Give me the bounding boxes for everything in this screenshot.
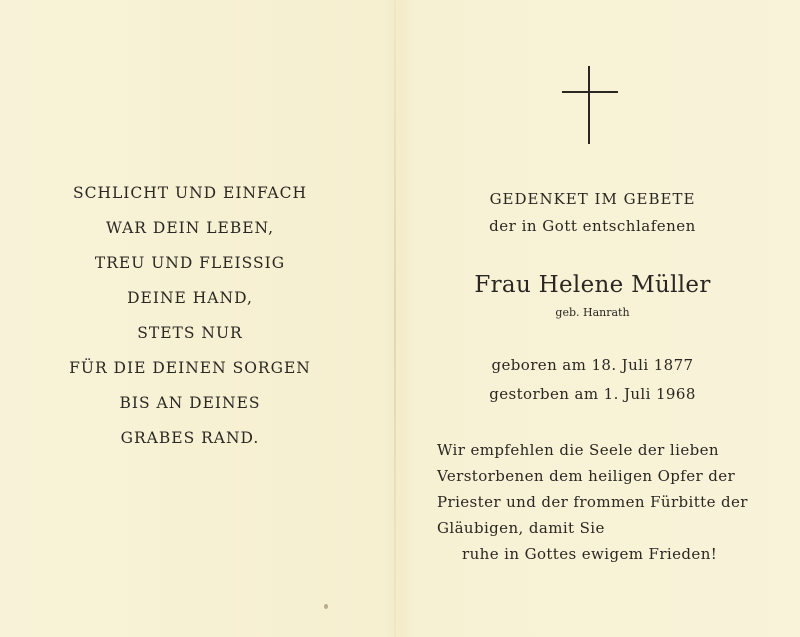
paper-mark [324,604,328,609]
prayer-line: Priester und der frommen Fürbitte der [437,493,748,511]
memorial-panel [420,0,765,637]
deceased-name: Frau Helene Müller [474,272,711,298]
poem-line: BIS AN DEINES [119,394,261,412]
prayer-line: Wir empfehlen die Seele der lieben [437,441,719,459]
prayer-line: Gläubigen, damit Sie [437,519,605,537]
poem-line: STETS NUR [137,324,243,342]
birth-date: geboren am 18. Juli 1877 [491,356,694,374]
card-fold [394,0,396,637]
prayer-line: ruhe in Gottes ewigem Frieden! [462,545,718,563]
prayer-text [437,437,767,567]
latin-cross-icon [562,66,618,144]
poem-line: FÜR DIE DEINEN SORGEN [69,359,311,377]
poem-line: DEINE HAND, [127,289,253,307]
poem-line: GRABES RAND. [120,429,260,447]
poem-panel [40,176,340,456]
memorial-subheading: der in Gott entschlafenen [489,217,696,235]
death-date: gestorben am 1. Juli 1968 [489,385,696,403]
maiden-name: geb. Hanrath [555,306,630,319]
poem-line: WAR DEIN LEBEN, [105,219,275,237]
poem-line: SCHLICHT UND EINFACH [72,184,307,202]
poem-line: TREU UND FLEISSIG [94,254,286,272]
memorial-heading: GEDENKET IM GEBETE [489,190,696,208]
prayer-line: Verstorbenen dem heiligen Opfer der [437,467,736,485]
